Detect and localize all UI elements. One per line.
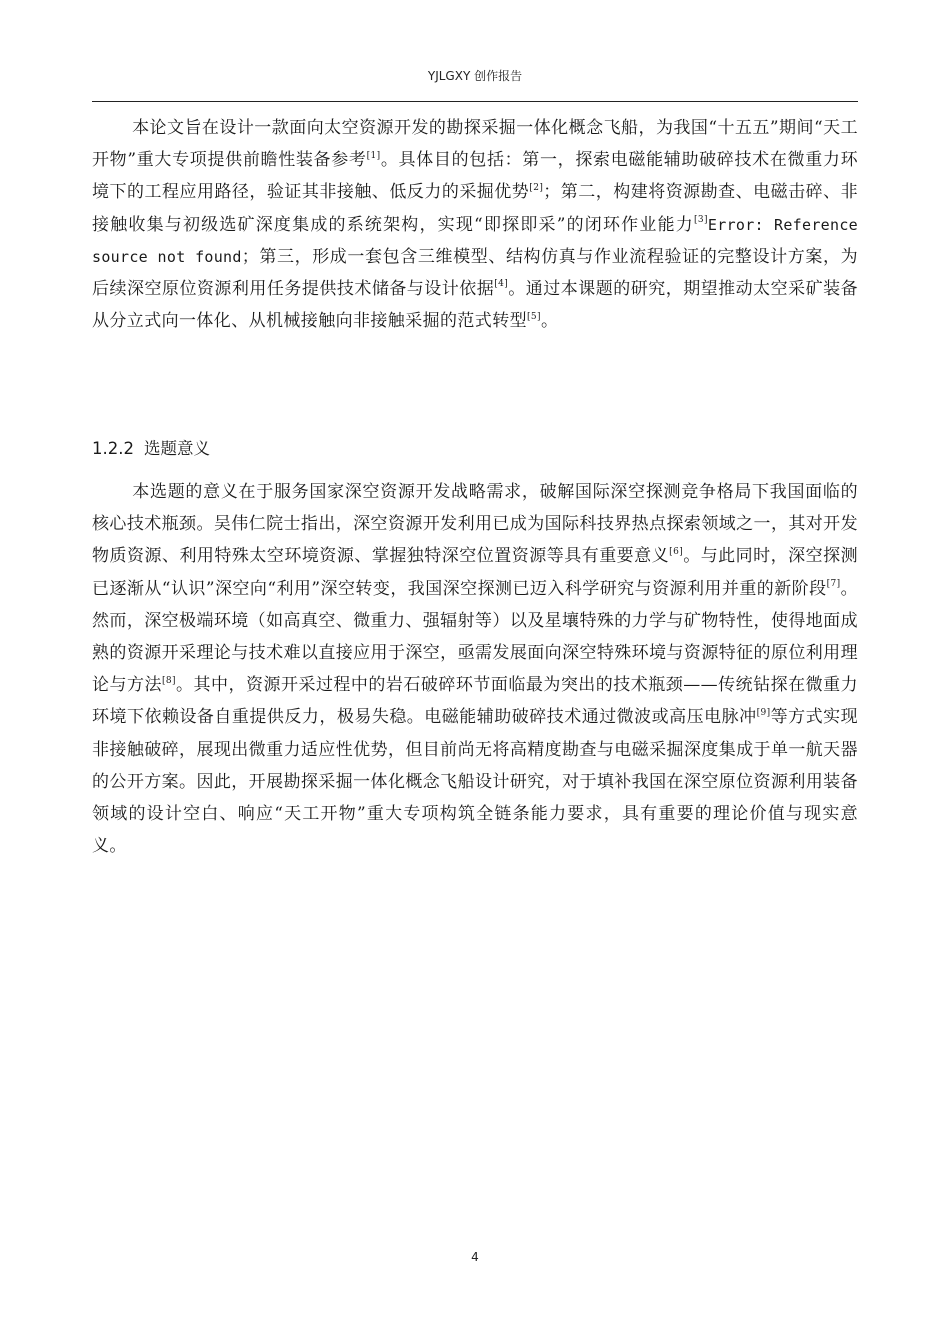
section-heading (92, 435, 210, 459)
citation[interactable]: [5] (527, 311, 541, 322)
paragraph-text: 本选题的意义在于服务国家深空资源开发战略需求，破解国际深空探测竞争格局下我国面临的核心技术瓶颈。吴伟仁院士指出，深空资源开发利用已成为国际科技界热点探索领域之一，其对开发物质资源、利用特殊太空环境资源、掌握独特深空位置资源等具有重要意义 (92, 482, 858, 567)
section-number: 1.2.2 (92, 439, 134, 458)
paragraph-text: 。其中，资源开采过程中的岩石破碎环节面临最为突出的技术瓶颈——传统钻探在微重力环境下依赖设备自重提供反力，极易失稳。电磁能辅助破碎技术通过微波或高压电脉冲 (92, 675, 858, 728)
paragraph-text: 。与此同时，深空探测已逐渐从“认识”深空向“利用”深空转变，我国深空探测已迈入科学研究与资源利用并重的新阶段 (92, 546, 859, 599)
paragraph-text: 本论文旨在设计一款面向太空资源开发的勘探采掘一体化概念飞船，为我国“十五五”期间“天工开物”重大专项提供前瞻性装备参考 (92, 118, 858, 171)
citation[interactable]: [4] (494, 279, 509, 290)
paragraph-text: 等方式实现非接触破碎，展现出微重力适应性优势，但目前尚无将高精度勘查与电磁采掘深度集成于单一航天器的公开方案。因此，开展勘探采掘一体化概念飞船设计研究，对于填补我国在深空原位资源利用装备领域的设计空白、响应“天工开物”重大专项构筑全链条能力要求，具有重要的理论价值与现实意义。 (92, 707, 859, 857)
paragraph-text: ；第二，构建将资源勘查、电磁击碎、非接触收集与初级选矿深度集成的系统架构，实现“即探即采”的闭环作业能力 (92, 182, 859, 235)
citation[interactable]: [7] (826, 578, 841, 589)
page-number: 4 (471, 1250, 479, 1264)
paragraph-purpose (92, 112, 858, 337)
reference-error-text: Error: Reference source not found (92, 215, 858, 266)
paragraph-text: 。 (540, 311, 559, 332)
citation[interactable]: [3] (693, 214, 708, 225)
paragraph-significance (92, 476, 858, 862)
paragraph-text: ；第三，形成一套包含三维模型、结构仿真与作业流程验证的完整设计方案，为后续深空原位资源利用任务提供技术储备与设计依据 (92, 246, 859, 300)
citation[interactable]: [1] (366, 150, 381, 161)
paragraph-text: 。通过本课题的研究，期望推动太空采矿装备从分立式向一体化、从机械接触向非接触采掘的范式转型 (92, 279, 859, 332)
section-title: 选题意义 (143, 439, 210, 458)
citation[interactable]: [8] (161, 675, 176, 686)
citation[interactable]: [9] (756, 707, 771, 718)
citation[interactable]: [2] (529, 182, 544, 193)
paragraph-text: 。然而，深空极端环境（如高真空、微重力、强辐射等）以及星壤特殊的力学与矿物特性，使得地面成熟的资源开采理论与技术难以直接应用于深空，亟需发展面向深空特殊环境与资源特征的原位利用理论与方法 (92, 578, 858, 696)
citation[interactable]: [6] (669, 546, 684, 557)
page-header: YJLGXY 创作报告 (427, 69, 523, 83)
header-rule (92, 101, 858, 102)
paragraph-text: 。具体目的包括：第一，探索电磁能辅助破碎技术在微重力环境下的工程应用路径，验证其非接触、低反力的采掘优势 (92, 150, 858, 203)
